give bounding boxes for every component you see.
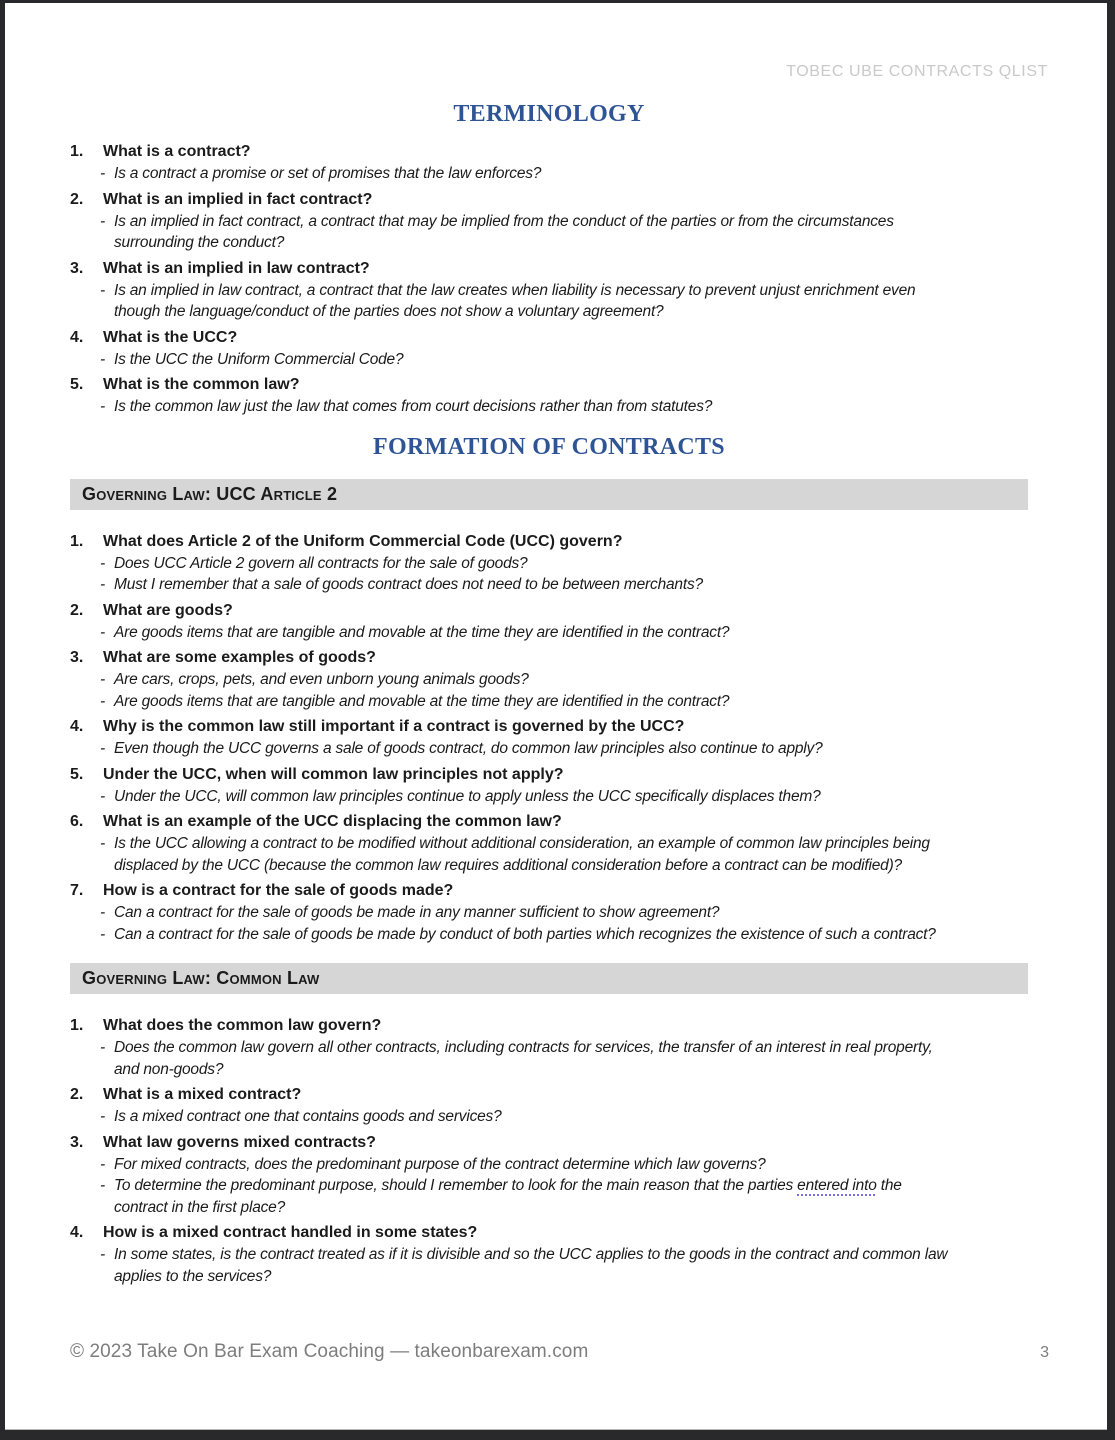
question-number: 2. [70,190,84,208]
answer-row [100,211,1028,254]
question-number: 3. [70,1133,84,1151]
question-text: What are goods? [103,601,233,619]
answer-row [100,902,1028,924]
question-row [70,715,1028,738]
answer-line: Does UCC Article 2 govern all contracts for the sale of goods? [114,554,528,572]
answer-line: Is the common law just the law that comes from court decisions rather than from statutes? [114,398,713,415]
answer-line: Is an implied in law contract, a contract that the law creates when liability is necessary to prevent unjust enrichment even [114,281,916,299]
answer-line: In some states, is the contract treated as if it is divisible and so the UCC applies to the goods in the contract and common law [114,1246,948,1263]
question-number: 5. [70,376,84,393]
answer-text [114,280,1028,323]
question-row [70,1221,1028,1244]
answer-dash: - [100,165,105,182]
question-row [70,140,1028,163]
answer-text [114,396,1028,418]
answer-text [114,1244,1028,1287]
question-list [70,1014,1028,1287]
question-text: What is a mixed contract? [103,1086,302,1103]
answer-row [100,349,1028,371]
answer-text [114,786,1028,808]
question-item [70,1131,1028,1219]
question-number: 2. [70,1086,84,1103]
question-text: Why is the common law still important if a contract is governed by the UCC? [103,718,685,735]
answer-line: Is an implied in fact contract, a contract that may be implied from the conduct of the parties or from the circumstances [114,212,894,230]
answer-row [100,924,1028,946]
answer-text [114,691,1028,713]
answer-dash: - [100,281,105,299]
question-row [70,373,1028,396]
answer-row [100,1154,1028,1176]
answer-dash: - [100,1155,105,1173]
answer-line: Is the UCC allowing a contract to be modified without additional consideration, an example of common law principles being [114,835,930,852]
question-row [70,1083,1028,1106]
answer-line: To determine the predominant purpose, should I remember to look for the main reason that the parties entered into the [114,1177,902,1194]
header-watermark: TOBEC UBE CONTRACTS QLIST [786,63,1048,80]
answer-text [114,1106,1028,1128]
question-row [70,1131,1028,1154]
answer-text [114,738,1028,760]
answer-line: Can a contract for the sale of goods be made by conduct of both parties which recognizes the existence of such a contract? [114,925,936,943]
question-item [70,879,1028,945]
answer-line: Are cars, crops, pets, and even unborn young animals goods? [114,671,529,688]
answer-line: Are goods items that are tangible and movable at the time they are identified in the contract? [114,623,730,641]
grammar-suggestion-underline: entered into [797,1177,877,1194]
answer-text [114,902,1028,924]
question-number: 1. [70,532,84,550]
question-number: 5. [70,765,84,783]
question-number: 7. [70,882,84,899]
answer-line: and non-goods? [114,1060,224,1078]
answer-dash: - [100,835,105,852]
question-row [70,763,1028,786]
answer-line: Must I remember that a sale of goods contract does not need to be between merchants? [114,576,703,593]
answer-row [100,833,1028,876]
question-item [70,326,1028,371]
answer-dash: - [100,692,105,710]
question-item [70,257,1028,323]
answer-line: Are goods items that are tangible and movable at the time they are identified in the contract? [114,692,730,710]
answer-line: Does the common law govern all other contracts, including contracts for services, the transfer of an interest in real property, [114,1039,933,1056]
question-row [70,326,1028,349]
answer-dash: - [100,623,105,641]
answer-row [100,1244,1028,1287]
answer-dash: - [100,1177,105,1194]
answer-dash: - [100,740,105,757]
question-number: 3. [70,259,84,277]
document-content [70,3,1028,1287]
answer-text [114,211,1028,254]
question-item [70,530,1028,596]
question-text: What is an implied in law contract? [103,259,370,277]
governing-law-label: Governing Law: Common Law [82,968,320,988]
answer-dash: - [100,350,105,368]
answer-text [114,622,1028,644]
answer-line: Can a contract for the sale of goods be made in any manner sufficient to show agreement? [114,904,720,921]
question-number: 1. [70,143,84,160]
question-number: 2. [70,601,84,619]
section-title: TERMINOLOGY [453,101,645,127]
question-number: 6. [70,813,84,830]
answer-row [100,553,1028,575]
answer-text [114,574,1028,596]
question-text: What is an example of the UCC displacing the common law? [103,813,562,830]
answer-dash: - [100,1246,105,1263]
answer-line: Is a contract a promise or set of promises that the law enforces? [114,165,542,182]
question-text: What is the UCC? [103,328,238,346]
answer-dash: - [100,1039,105,1056]
answer-dash: - [100,554,105,572]
answer-line: applies to the services? [114,1267,272,1285]
answer-line: contract in the first place? [114,1198,286,1216]
governing-law-bar [70,479,1028,510]
answer-text [114,669,1028,691]
question-number: 4. [70,1224,84,1241]
question-item [70,599,1028,644]
question-item [70,1083,1028,1128]
question-number: 4. [70,328,84,346]
question-item [70,140,1028,185]
answer-row [100,691,1028,713]
question-number: 3. [70,649,84,666]
question-item [70,373,1028,418]
answer-dash: - [100,904,105,921]
question-number: 1. [70,1017,84,1034]
governing-law-bar [70,963,1028,994]
answer-text [114,349,1028,371]
question-text: How is a mixed contract handled in some states? [103,1224,478,1241]
question-item [70,715,1028,760]
page-number: 3 [1040,1344,1049,1361]
answer-line: Is the UCC the Uniform Commercial Code? [114,350,404,368]
answer-line: though the language/conduct of the parties does not show a voluntary agreement? [114,303,664,320]
answer-dash: - [100,787,105,805]
answer-text [114,924,1028,946]
question-row [70,810,1028,833]
question-row [70,1014,1028,1037]
answer-dash: - [100,671,105,688]
question-text: Under the UCC, when will common law principles not apply? [103,765,564,783]
answer-text [114,1037,1028,1080]
question-text: What is a contract? [103,143,251,160]
question-text: What law governs mixed contracts? [103,1133,376,1151]
answer-dash: - [100,925,105,943]
answer-line: Is a mixed contract one that contains goods and services? [114,1108,502,1125]
question-item [70,763,1028,808]
answer-line: displaced by the UCC (because the common law requires additional consideration before a contract can be modified)? [114,856,902,874]
answer-row [100,622,1028,644]
answer-dash: - [100,1108,105,1125]
answer-row [100,669,1028,691]
answer-row [100,396,1028,418]
answer-text [114,163,1028,185]
answer-dash: - [100,398,105,415]
question-text: What is the common law? [103,376,300,393]
document-footer [70,1341,1059,1363]
question-row [70,879,1028,902]
answer-line: For mixed contracts, does the predominant purpose of the contract determine which law governs? [114,1155,766,1173]
answer-text [114,553,1028,575]
answer-row [100,738,1028,760]
answer-text [114,1154,1028,1176]
question-text: What does Article 2 of the Uniform Commercial Code (UCC) govern? [103,532,623,550]
answer-row [100,1175,1028,1218]
answer-row [100,163,1028,185]
question-row [70,599,1028,622]
answer-dash: - [100,576,105,593]
answer-row [100,786,1028,808]
footer-copyright: © 2023 Take On Bar Exam Coaching — takeonbarexam.com [70,1341,589,1362]
question-item [70,646,1028,712]
answer-line: surrounding the conduct? [114,234,285,251]
question-item [70,188,1028,254]
question-row [70,646,1028,669]
question-row [70,530,1028,553]
section-title: FORMATION OF CONTRACTS [373,433,725,460]
question-item [70,1221,1028,1287]
answer-row [100,280,1028,323]
answer-text [114,1175,1028,1218]
answer-line: Under the UCC, will common law principles continue to apply unless the UCC specifically displaces them? [114,787,821,805]
question-item [70,810,1028,876]
question-row [70,188,1028,211]
answer-row [100,1037,1028,1080]
answer-row [100,574,1028,596]
question-list [70,530,1028,946]
question-text: How is a contract for the sale of goods made? [103,882,454,899]
answer-row [100,1106,1028,1128]
question-list [70,140,1028,418]
question-item [70,1014,1028,1080]
question-number: 4. [70,718,84,735]
question-text: What are some examples of goods? [103,649,376,666]
document-page [5,3,1107,1430]
answer-text [114,833,1028,876]
question-text: What does the common law govern? [103,1017,382,1034]
governing-law-label: Governing Law: UCC Article 2 [82,483,338,504]
answer-dash: - [100,212,105,230]
question-row [70,257,1028,280]
answer-line: Even though the UCC governs a sale of goods contract, do common law principles also continue to apply? [114,740,823,757]
question-text: What is an implied in fact contract? [103,190,373,208]
